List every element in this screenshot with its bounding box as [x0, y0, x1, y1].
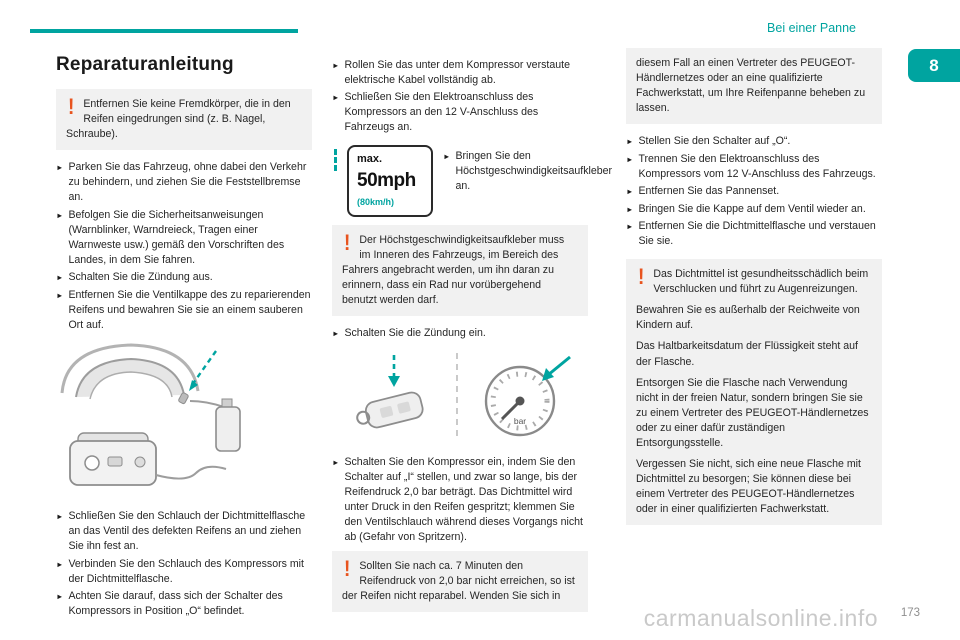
instruction-text: Bringen Sie die Kappe auf dem Ventil wieder an.	[638, 202, 866, 215]
instruction-item	[332, 455, 588, 545]
page-number: 173	[900, 607, 920, 619]
instruction-text: Trennen Sie den Elektroanschluss des Kompressors vom 12 V-Anschluss des Fahrzeugs.	[638, 152, 876, 180]
warning-text: Das Dichtmittel ist gesundheitsschädlich beim Verschlucken und führt zu Augenreizungen.	[653, 268, 869, 296]
warning-box-sticker-placement	[332, 225, 588, 316]
instruction-text: Schalten Sie die Zündung ein.	[344, 326, 486, 339]
arrow-bullet-icon: ►	[332, 93, 340, 103]
instruction-item	[626, 152, 882, 182]
warning-text: Der Höchstgeschwindigkeitsaufkleber muss im Inneren des Fahrzeugs, im Bereich des Fahrers angebracht werden, um ihn daran zu erinnern, dass ein Rad nur vorübergehend benutzt werden darf.	[342, 233, 565, 306]
arrow-bullet-icon: ►	[626, 137, 634, 147]
instruction-item	[626, 184, 882, 199]
chapter-number: 8	[929, 55, 939, 75]
instruction-item	[626, 134, 882, 149]
speed-limit-sticker	[347, 145, 433, 216]
warning-icon: !	[68, 95, 75, 120]
column-2	[332, 55, 613, 622]
page-title: Reparaturanleitung	[56, 54, 234, 75]
instruction-item	[443, 149, 612, 194]
instruction-text: Schalten Sie die Zündung aus.	[68, 271, 213, 284]
sticker-speed-value: 50mph	[357, 169, 416, 191]
warning-text: Sollten Sie nach ca. 7 Minuten den Reifendruck von 2,0 bar nicht erreichen, so ist der Reifen nicht reparabel. Wenden Sie sich in	[342, 559, 575, 602]
arrow-bullet-icon: ►	[626, 204, 634, 214]
watermark-text: carmanualsonline.info	[643, 605, 878, 631]
warning-continuation-box	[626, 48, 882, 124]
warning-continuation-text: diesem Fall an einen Vertreter des PEUGEOT-Händlernetzes oder an eine qualifizierte Fachwerkstatt, um Ihre Reifenpanne beheben zu lassen.	[636, 57, 866, 115]
instruction-text: Schalten Sie den Kompressor ein, indem Sie den Schalter auf „I“ stellen, und zwar so lange, bis der Reifendruck 2,0 bar beträgt. Das Dichtmittel wird unter Druck in den Reifen gespritzt; klemmen Sie den Ventilschlauch während dieses Vorgangs nicht ab (Gefahr von Spritzern).	[344, 455, 583, 543]
instruction-item	[332, 326, 588, 341]
instruction-item	[56, 589, 312, 619]
arrow-bullet-icon: ►	[56, 559, 64, 569]
sticker-arrow-icon	[334, 149, 337, 171]
arrow-bullet-icon: ►	[56, 163, 64, 173]
warning-text: Vergessen Sie nicht, sich eine neue Flasche mit Dichtmittel zu besorgen; Sie können diese bei einem Vertreter des PEUGEOT-Händlernetzes oder in einer qualifizierten Fachwerkstatt.	[636, 457, 861, 515]
chapter-tab	[908, 49, 960, 82]
instruction-text: Stellen Sie den Schalter auf „O“.	[638, 135, 791, 148]
sticker-max-label: max.	[357, 153, 383, 166]
instruction-item	[56, 208, 312, 268]
warning-icon: !	[344, 557, 351, 582]
instruction-text: Rollen Sie das unter dem Kompressor verstaute elektrische Kabel vollständig ab.	[344, 58, 570, 86]
sealant-kit-illustration	[56, 341, 306, 499]
arrow-bullet-icon: ►	[626, 187, 634, 197]
gauge-unit-label: bar	[513, 415, 527, 426]
instruction-item	[56, 270, 312, 285]
arrow-bullet-icon: ►	[332, 457, 340, 467]
instruction-text: Parken Sie das Fahrzeug, ohne dabei den Verkehr zu behindern, und ziehen Sie die Feststellbremse an.	[68, 161, 307, 204]
arrow-bullet-icon: ►	[443, 152, 451, 162]
warning-text: Entfernen Sie keine Fremdkörper, die in den Reifen eingedrungen sind (z. B. Nagel, Schraube).	[66, 97, 291, 141]
instruction-text: Bringen Sie den Höchstgeschwindigkeitsaufkleber an.	[455, 150, 613, 193]
arrow-bullet-icon: ►	[626, 154, 634, 164]
warning-text: Entsorgen Sie die Flasche nach Verwendung nicht in der freien Natur, sondern bringen Sie sie zu einem Vertreter des PEUGEOT-Händlernetzes oder zu einer dafür zuständigen Entsorgungsstelle.	[636, 376, 869, 449]
instruction-text: Schließen Sie den Elektroanschluss des Kompressors an den 12 V-Anschluss des Fahrzeugs an.	[344, 91, 539, 134]
warning-box-seven-minutes	[332, 551, 588, 612]
instruction-text: Befolgen Sie die Sicherheitsanweisungen (Warnblinker, Warndreieck, Tragen einer Warnweste usw.) gemäß den Vorschriften des Landes, in dem Sie fahren.	[68, 208, 285, 266]
instruction-item	[56, 509, 312, 554]
warning-icon: !	[638, 265, 645, 290]
instruction-text: Verbinden Sie den Schlauch des Kompressors mit der Dichtmittelflasche.	[68, 557, 304, 585]
column-1	[56, 52, 312, 622]
header-rule	[30, 29, 298, 33]
warning-box-foreign-objects	[56, 89, 312, 150]
instruction-item	[626, 219, 882, 249]
instruction-text: Schließen Sie den Schlauch der Dichtmittelflasche an das Ventil des defekten Reifens an und ziehen Sie ihn fest an.	[68, 509, 306, 552]
warning-box-sealant-safety	[626, 259, 882, 524]
ignition-and-gauge-illustration	[332, 349, 582, 445]
instruction-item	[626, 202, 882, 217]
instruction-item	[56, 288, 312, 333]
arrow-bullet-icon: ►	[56, 511, 64, 521]
instruction-item	[56, 557, 312, 587]
arrow-bullet-icon: ►	[56, 273, 64, 283]
arrow-bullet-icon: ►	[56, 592, 64, 602]
warning-icon: !	[344, 230, 351, 256]
instruction-item	[332, 90, 588, 135]
instruction-text: Achten Sie darauf, dass sich der Schalter des Kompressors in Position „O“ befindet.	[68, 590, 283, 618]
speed-sticker-block	[332, 145, 613, 216]
arrow-bullet-icon: ►	[626, 222, 634, 232]
warning-text: Das Haltbarkeitsdatum der Flüssigkeit steht auf der Flasche.	[636, 340, 858, 368]
column-3	[626, 48, 882, 535]
arrow-bullet-icon: ►	[56, 210, 64, 220]
arrow-bullet-icon: ►	[332, 60, 340, 70]
section-header: Bei einer Panne	[767, 21, 856, 35]
arrow-bullet-icon: ►	[56, 290, 64, 300]
arrow-bullet-icon: ►	[332, 328, 340, 338]
instruction-item	[56, 160, 312, 205]
sticker-kmh-value: (80km/h)	[357, 196, 395, 207]
instruction-item	[332, 58, 588, 88]
instruction-text: Entfernen Sie die Dichtmittelflasche und verstauen Sie sie.	[638, 220, 876, 248]
instruction-text: Entfernen Sie das Pannenset.	[638, 185, 780, 198]
instruction-text: Entfernen Sie die Ventilkappe des zu reparierenden Reifens und bewahren Sie sie an einem sauberen Ort auf.	[68, 288, 311, 331]
warning-text: Bewahren Sie es außerhalb der Reichweite von Kindern auf.	[636, 304, 860, 332]
